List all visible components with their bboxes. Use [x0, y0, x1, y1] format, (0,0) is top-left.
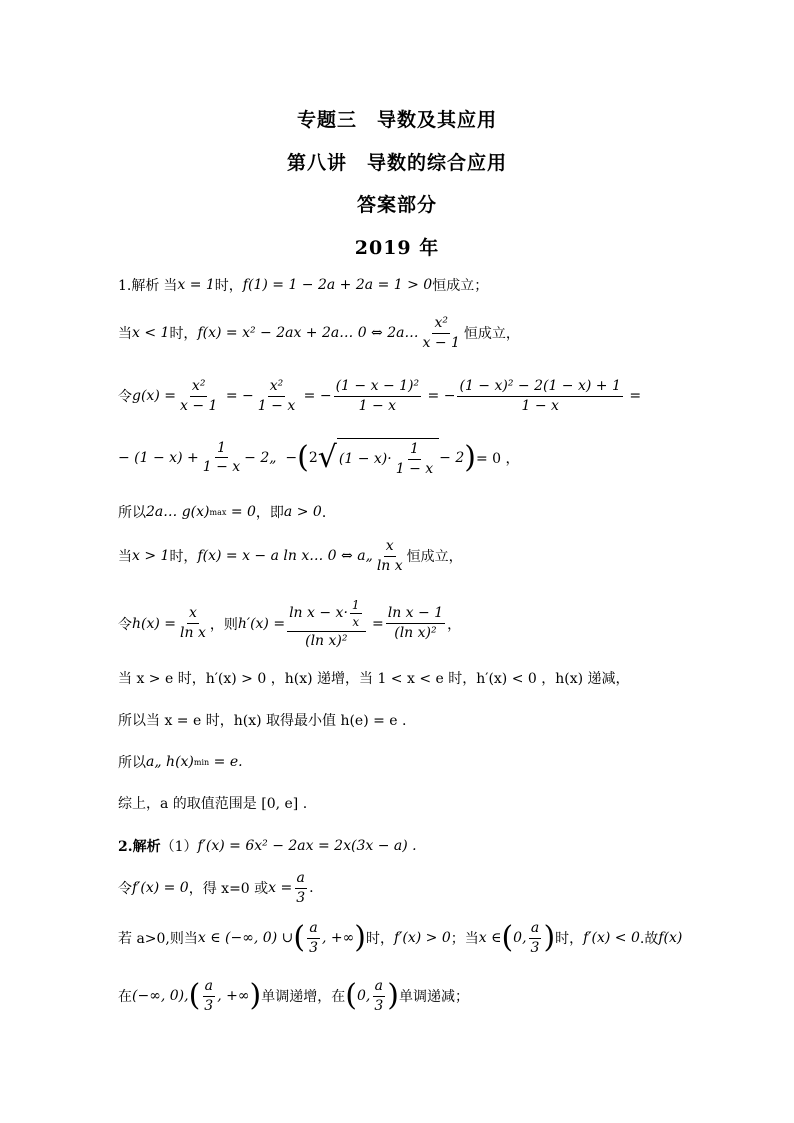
math: f(x) = x² − 2ax + 2a… 0 ⇔ 2a…	[197, 325, 419, 342]
math: x > 1	[132, 548, 170, 565]
math: f′(x) < 0	[583, 930, 640, 947]
text: 令	[118, 389, 132, 406]
denominator: 1 − x	[358, 397, 397, 414]
math: = 0	[230, 504, 256, 520]
text: 所以	[118, 505, 146, 521]
text: ，则	[209, 616, 238, 633]
math: f(x) = x − a ln x… 0 ⇔ a„	[197, 548, 373, 565]
math: x ∈	[478, 930, 502, 947]
fraction	[178, 378, 219, 415]
math: f(x)	[658, 930, 683, 947]
q1-line-8: 当 x > e 时，h′(x) > 0 ，h(x) 递增，当 1 < x < e 时，h′(x) < 0 ，h(x) 递减，	[118, 671, 630, 687]
numerator: (1 − x)² − 2(1 − x) + 1	[457, 378, 622, 397]
denominator: 3	[296, 889, 306, 906]
math: a„ h(x)	[146, 754, 194, 770]
math: x =	[268, 880, 293, 897]
q1-line-6	[118, 538, 463, 575]
denominator: x − 1	[422, 334, 460, 351]
subscript: min	[193, 757, 210, 767]
fraction	[386, 605, 445, 642]
q2-line-2	[118, 870, 314, 907]
text: ；当	[450, 931, 479, 948]
text: 若 a>0,则当	[118, 931, 198, 948]
text: ，即	[255, 505, 284, 521]
math: − 2	[439, 449, 465, 466]
subscript: max	[209, 507, 227, 517]
numerator: a	[529, 920, 541, 939]
fraction	[457, 378, 622, 415]
q1-line-5	[118, 502, 336, 522]
text: = 0 ，	[475, 450, 520, 467]
q1-line-7: 令 h(x) = $\frac{x}{\text{ln x}}$ ，则 h′(x) = ln x − x· $\frac{1}{x}$ (ln x)² = $\frac{\text{ln x − 1}}{\text{(ln x)²}}$ ，	[118, 598, 462, 649]
text: 令	[118, 881, 132, 898]
text: 时，	[214, 278, 243, 294]
denominator: ln x	[376, 557, 403, 574]
q1-line-11: 综上，a 的取值范围是 [0, e] .	[118, 796, 308, 812]
text: 时，	[555, 931, 584, 948]
numerator: 1	[215, 440, 228, 459]
q1-lead: 1.解析	[118, 278, 160, 294]
numerator: ln x − x·	[289, 605, 348, 622]
q2-line-4: 在 (−∞, 0), ( $\frac{a}{3}$ , +∞ ) 单调递增，在 ( 0, $\frac{a}{3}$ ) 单调递减；	[118, 978, 469, 1014]
text: .故	[639, 931, 659, 948]
text: 时，	[366, 931, 395, 948]
denominator: 3	[309, 939, 318, 956]
q1-line-9: 所以当 x = e 时，h(x) 取得最小值 h(e) = e .	[118, 713, 407, 729]
text: 当	[118, 326, 132, 343]
math: 2a… g(x)	[146, 504, 210, 520]
numerator: x²	[432, 315, 450, 334]
numerator: 1	[350, 598, 362, 614]
fraction	[256, 378, 297, 415]
numerator: x²	[190, 378, 208, 397]
math: , +∞	[322, 930, 355, 947]
denominator: 1 − x	[202, 459, 241, 476]
numerator: a	[203, 978, 215, 997]
denominator: 1 − x	[395, 460, 434, 477]
q2-line-1	[118, 836, 417, 856]
text: 单调递增，在	[261, 989, 346, 1006]
text: ，	[447, 616, 462, 633]
numerator: a	[307, 920, 319, 939]
math: x = 1	[177, 277, 215, 293]
fraction	[201, 440, 242, 477]
fraction	[372, 978, 385, 1015]
text: 单调递减；	[398, 989, 469, 1006]
text: 当	[118, 549, 132, 566]
fraction	[202, 978, 215, 1015]
numerator: a	[373, 978, 385, 997]
text: 时，	[169, 549, 198, 566]
text: 时，	[169, 326, 198, 343]
fraction	[350, 598, 362, 630]
math: = e.	[213, 754, 243, 770]
numerator: x	[384, 538, 396, 557]
denominator: (ln x)²	[305, 632, 348, 649]
math: f′(x) > 0	[394, 930, 451, 947]
math: h′(x) =	[237, 615, 286, 632]
q1-line-2	[118, 315, 520, 352]
math: a > 0	[283, 504, 322, 520]
numerator: x²	[268, 378, 286, 397]
math: , +∞	[217, 988, 250, 1005]
q1-line-10	[118, 752, 243, 772]
fraction	[529, 920, 542, 957]
text: 所以	[118, 755, 146, 771]
math: g(x) =	[132, 388, 176, 405]
q2-line-3: 若 a>0,则当 x ∈ (−∞, 0) ∪ ( $\frac{a}{3}$ , +∞ ) 时， f′(x) > 0 ；当 x ∈ ( 0, $\frac{a}{3}$ ) 时， f′(x) < 0 .故 f(x)	[118, 920, 683, 956]
numerator: ln x − 1	[386, 605, 445, 624]
fraction	[334, 378, 422, 415]
answer-title: 答案部分	[356, 194, 437, 216]
denominator: 1 − x	[521, 397, 559, 414]
fraction	[394, 441, 435, 478]
math: f(1) = 1 − 2a + 2a = 1 > 0	[242, 277, 433, 293]
year-title: 2019 年	[354, 237, 440, 259]
q2-lead: 2.解析	[118, 839, 161, 855]
text: ，得 x=0 或	[188, 881, 269, 898]
fraction	[294, 870, 307, 907]
q1-line-1	[118, 275, 488, 295]
text: 令	[118, 616, 132, 633]
text: 当	[163, 278, 178, 294]
text: 恒成立；	[432, 278, 489, 294]
text: 恒成立，	[463, 326, 520, 343]
text: 在	[118, 989, 132, 1006]
math: f′(x) = 6x² − 2ax = 2x(3x − a) .	[197, 838, 417, 854]
math: (−∞, 0),	[132, 988, 189, 1005]
math: 0,	[513, 930, 527, 947]
math: 0,	[356, 988, 371, 1005]
numerator: x	[187, 605, 199, 624]
denominator: x − 1	[179, 397, 218, 414]
math: f′(x) = 0	[132, 880, 189, 897]
topic-title: 专题三 导数及其应用	[296, 109, 497, 131]
denominator: 3	[204, 997, 214, 1014]
denominator: ln x	[180, 625, 206, 642]
math: (1 − x)·	[338, 451, 392, 468]
numerator: a	[295, 870, 307, 889]
numerator: (1 − x − 1)²	[334, 378, 422, 397]
math: − 2„	[244, 449, 277, 466]
fraction	[307, 920, 320, 957]
numerator: 1	[408, 441, 421, 460]
math: − (1 − x) +	[118, 449, 199, 466]
fraction	[178, 605, 208, 642]
text: .	[309, 880, 314, 897]
math: h(x) =	[132, 615, 177, 632]
math: x ∈ (−∞, 0) ∪	[197, 930, 294, 947]
fraction	[375, 538, 405, 575]
denominator: 3	[530, 939, 540, 956]
denominator: 1 − x	[257, 397, 296, 414]
fraction	[287, 598, 365, 650]
lecture-title: 第八讲 导数的综合应用	[286, 152, 507, 174]
text: （1）	[160, 839, 198, 855]
denominator: (ln x)²	[394, 625, 437, 642]
fraction	[420, 315, 461, 352]
text: ．	[321, 505, 336, 521]
math: x < 1	[132, 325, 170, 342]
denominator: x	[352, 615, 360, 630]
q1-line-4: − (1 − x) + $\frac{1}{1 - x}$ − 2„ − ( 2 √ (1 − x)· $\frac{1}{1 - x}$ − 2 ) = 0 ，	[118, 439, 520, 477]
q1-line-3: 令 g(x) = $\frac{\text{x²}}{x - 1}$ = − $\frac{\text{x²}}{1 - x}$ = − $\frac{\text{(1 − x − 1)²}}{1 - x}$ = − $\frac{\text{(1 − x)² − 2(1 − x) + 1}}{1 - x}$ =	[118, 378, 642, 414]
denominator: 3	[374, 997, 384, 1014]
square-root: √ (1 − x)· $\frac{1}{1 - x}$	[318, 438, 439, 478]
text: 恒成立，	[406, 549, 463, 566]
